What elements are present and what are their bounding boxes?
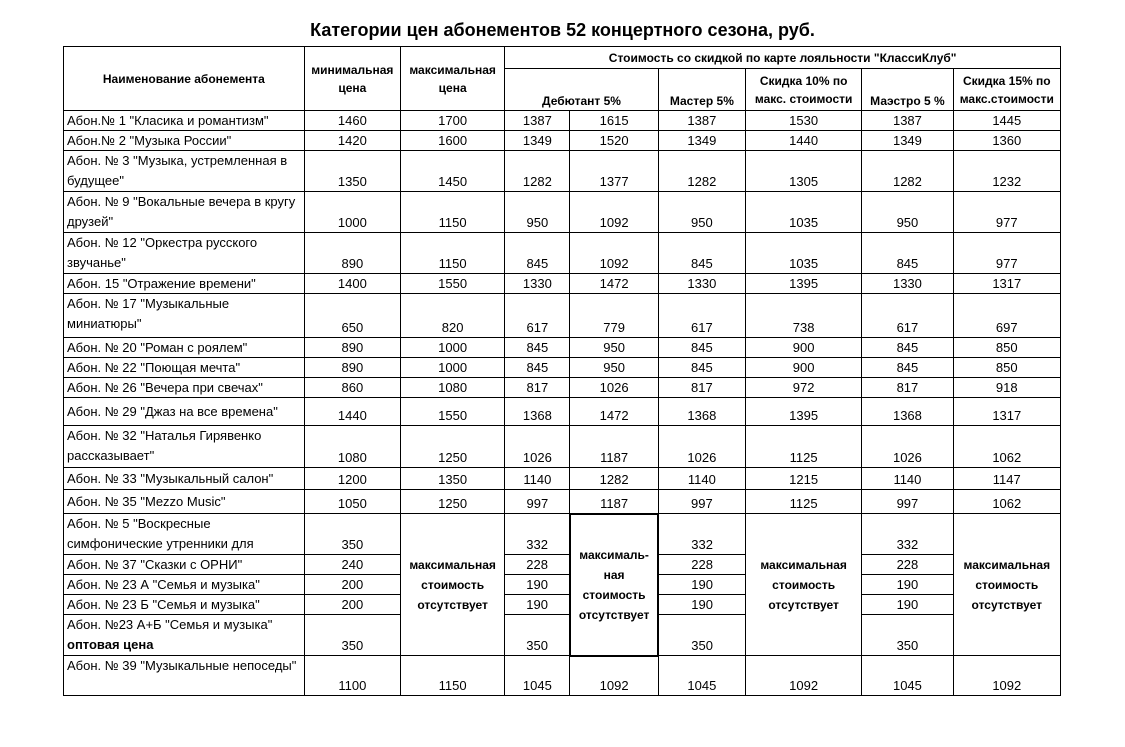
max-price: 1450	[400, 151, 504, 192]
max-price: 1150	[400, 656, 504, 696]
master-price: 1026	[658, 426, 745, 468]
subscription-name: Абон. № 35 "Mezzo Music"	[64, 490, 305, 514]
debutant-max: 1092	[570, 656, 658, 696]
maestro-price: 1330	[862, 274, 953, 294]
table-row	[64, 595, 1061, 615]
discount-10-price: 1215	[745, 468, 861, 490]
no-max-price-label-debutant: максималь-ная стоимость отсутствует	[570, 514, 658, 656]
maestro-price: 332	[862, 514, 953, 555]
subscription-name: Абон. № 33 "Музыкальный салон"	[64, 468, 305, 490]
min-price: 1440	[304, 398, 400, 426]
discount-15-price: 1232	[953, 151, 1060, 192]
discount-15-price: 850	[953, 358, 1060, 378]
subscription-name: Абон. № 20 "Роман с роялем"	[64, 338, 305, 358]
table-row	[64, 378, 1061, 398]
min-price: 650	[304, 294, 400, 338]
min-price: 240	[304, 555, 400, 575]
table-row	[64, 111, 1061, 131]
subscription-name: Абон. № 22 "Поющая мечта"	[64, 358, 305, 378]
min-price: 1350	[304, 151, 400, 192]
debutant-max: 1092	[570, 192, 658, 233]
debutant-max: 779	[570, 294, 658, 338]
header-name: Наименование абонемента	[64, 47, 305, 111]
debutant-min: 190	[505, 595, 570, 615]
max-price: 1000	[400, 358, 504, 378]
debutant-max: 1026	[570, 378, 658, 398]
header-maestro: Маэстро 5 %	[862, 69, 953, 111]
master-price: 190	[658, 575, 745, 595]
table-row	[64, 338, 1061, 358]
header-master: Мастер 5%	[658, 69, 745, 111]
no-max-price-label-discount-15: максимальная стоимость отсутствует	[953, 514, 1060, 656]
discount-15-price: 1317	[953, 398, 1060, 426]
min-price: 200	[304, 595, 400, 615]
discount-15-price: 1317	[953, 274, 1060, 294]
min-price: 1000	[304, 192, 400, 233]
debutant-min: 950	[505, 192, 570, 233]
debutant-min: 845	[505, 358, 570, 378]
debutant-min: 350	[505, 615, 570, 656]
max-price: 1000	[400, 338, 504, 358]
maestro-price: 1387	[862, 111, 953, 131]
subscription-name: Абон. № 9 "Вокальные вечера в кругу друзей"	[64, 192, 305, 233]
maestro-price: 350	[862, 615, 953, 656]
min-price: 350	[304, 615, 400, 656]
discount-10-price: 1125	[745, 490, 861, 514]
maestro-price: 1368	[862, 398, 953, 426]
discount-10-price: 1395	[745, 398, 861, 426]
table-row	[64, 294, 1061, 338]
subscription-name: Абон. № 5 "Воскресные симфонические утренники для	[64, 514, 305, 555]
max-price: 1550	[400, 274, 504, 294]
subscription-name	[64, 615, 305, 656]
discount-10-price: 1125	[745, 426, 861, 468]
debutant-min: 1026	[505, 426, 570, 468]
min-price: 1460	[304, 111, 400, 131]
debutant-min: 1349	[505, 131, 570, 151]
table-row	[64, 468, 1061, 490]
table-row	[64, 192, 1061, 233]
master-price: 332	[658, 514, 745, 555]
min-price: 1200	[304, 468, 400, 490]
maestro-price: 190	[862, 575, 953, 595]
discount-15-price: 1062	[953, 490, 1060, 514]
min-price: 1050	[304, 490, 400, 514]
debutant-min: 1368	[505, 398, 570, 426]
master-price: 845	[658, 233, 745, 274]
discount-15-price: 850	[953, 338, 1060, 358]
max-price: 1700	[400, 111, 504, 131]
subscription-name: Абон. № 26 "Вечера при свечах"	[64, 378, 305, 398]
min-price: 1100	[304, 656, 400, 696]
master-price: 228	[658, 555, 745, 575]
min-price: 1420	[304, 131, 400, 151]
debutant-max: 950	[570, 358, 658, 378]
max-price: 1080	[400, 378, 504, 398]
subscription-name: Абон. № 23 Б "Семья и музыка"	[64, 595, 305, 615]
table-row	[64, 151, 1061, 192]
discount-10-price: 1305	[745, 151, 861, 192]
max-price: 1150	[400, 192, 504, 233]
table-row	[64, 274, 1061, 294]
debutant-min: 228	[505, 555, 570, 575]
discount-10-price: 972	[745, 378, 861, 398]
debutant-min: 1387	[505, 111, 570, 131]
page-title: Категории цен абонементов 52 концертного сезона, руб.	[310, 20, 815, 40]
maestro-price: 228	[862, 555, 953, 575]
debutant-max: 1615	[570, 111, 658, 131]
discount-15-price: 977	[953, 233, 1060, 274]
min-price: 890	[304, 358, 400, 378]
header-discount-10: Скидка 10% по макс. стоимости	[745, 69, 861, 111]
master-price: 1349	[658, 131, 745, 151]
table-row	[64, 490, 1061, 514]
debutant-max: 950	[570, 338, 658, 358]
subscription-name: Абон. № 32 "Наталья Гирявенко рассказывает"	[64, 426, 305, 468]
max-price: 1550	[400, 398, 504, 426]
debutant-max: 1377	[570, 151, 658, 192]
min-price: 890	[304, 338, 400, 358]
max-price: 1350	[400, 468, 504, 490]
header-discount-15: Скидка 15% по макс.стоимости	[953, 69, 1060, 111]
master-price: 997	[658, 490, 745, 514]
debutant-min: 617	[505, 294, 570, 338]
header-loyalty: Стоимость со скидкой по карте лояльности "КлассиКлуб"	[505, 47, 1061, 69]
subscription-name: Абон.№ 1 "Класика и романтизм"	[64, 111, 305, 131]
debutant-max: 1187	[570, 426, 658, 468]
header-min-price: минимальная цена	[304, 47, 400, 111]
master-price: 1368	[658, 398, 745, 426]
discount-10-price: 1530	[745, 111, 861, 131]
master-price: 1330	[658, 274, 745, 294]
min-price: 860	[304, 378, 400, 398]
debutant-max: 1187	[570, 490, 658, 514]
maestro-price: 817	[862, 378, 953, 398]
subscription-name: Абон. № 3 "Музыка, устремленная в будущее"	[64, 151, 305, 192]
master-price: 845	[658, 338, 745, 358]
discount-10-price: 1440	[745, 131, 861, 151]
max-price: 1250	[400, 490, 504, 514]
debutant-max: 1092	[570, 233, 658, 274]
max-price: 1150	[400, 233, 504, 274]
master-price: 817	[658, 378, 745, 398]
maestro-price: 1026	[862, 426, 953, 468]
master-price: 1387	[658, 111, 745, 131]
debutant-min: 332	[505, 514, 570, 555]
table-row	[64, 233, 1061, 274]
max-price: 1250	[400, 426, 504, 468]
discount-15-price: 1147	[953, 468, 1060, 490]
master-price: 1045	[658, 656, 745, 696]
table-row	[64, 555, 1061, 575]
debutant-min: 997	[505, 490, 570, 514]
master-price: 1282	[658, 151, 745, 192]
min-price: 890	[304, 233, 400, 274]
debutant-min: 845	[505, 338, 570, 358]
table-row	[64, 426, 1061, 468]
maestro-price: 845	[862, 338, 953, 358]
discount-15-price: 1092	[953, 656, 1060, 696]
master-price: 1140	[658, 468, 745, 490]
discount-10-price: 738	[745, 294, 861, 338]
maestro-price: 950	[862, 192, 953, 233]
debutant-min: 1140	[505, 468, 570, 490]
master-price: 350	[658, 615, 745, 656]
table-row	[64, 615, 1061, 656]
discount-10-price: 900	[745, 358, 861, 378]
no-max-price-label: максимальная стоимость отсутствует	[400, 514, 504, 656]
table-row	[64, 398, 1061, 426]
subscription-name: Абон. № 17 "Музыкальные миниатюры"	[64, 294, 305, 338]
header-max-price: максимальная цена	[400, 47, 504, 111]
min-price: 1400	[304, 274, 400, 294]
discount-15-price: 977	[953, 192, 1060, 233]
debutant-max: 1282	[570, 468, 658, 490]
subscription-name: Абон. № 23 А "Семья и музыка"	[64, 575, 305, 595]
wholesale-price-label: оптовая цена	[67, 637, 154, 652]
debutant-max: 1520	[570, 131, 658, 151]
maestro-price: 190	[862, 595, 953, 615]
debutant-min: 845	[505, 233, 570, 274]
maestro-price: 1140	[862, 468, 953, 490]
discount-15-price: 1445	[953, 111, 1060, 131]
maestro-price: 845	[862, 358, 953, 378]
master-price: 950	[658, 192, 745, 233]
discount-10-price: 1035	[745, 233, 861, 274]
min-price: 200	[304, 575, 400, 595]
table-row	[64, 575, 1061, 595]
maestro-price: 1349	[862, 131, 953, 151]
table-row	[64, 131, 1061, 151]
master-price: 845	[658, 358, 745, 378]
debutant-min: 1330	[505, 274, 570, 294]
subscription-name-text: Абон. №23 А+Б "Семья и музыка"	[67, 617, 273, 632]
table-row	[64, 358, 1061, 378]
maestro-price: 845	[862, 233, 953, 274]
maestro-price: 1282	[862, 151, 953, 192]
min-price: 1080	[304, 426, 400, 468]
master-price: 617	[658, 294, 745, 338]
price-table	[63, 46, 1061, 696]
table-row	[64, 514, 1061, 555]
debutant-min: 1045	[505, 656, 570, 696]
subscription-name: Абон. № 12 "Оркестра русского звучанье"	[64, 233, 305, 274]
master-price: 190	[658, 595, 745, 615]
maestro-price: 1045	[862, 656, 953, 696]
discount-10-price: 900	[745, 338, 861, 358]
max-price: 820	[400, 294, 504, 338]
maestro-price: 617	[862, 294, 953, 338]
discount-10-price: 1395	[745, 274, 861, 294]
no-max-price-label-discount-10: максимальная стоимость отсутствует	[745, 514, 861, 656]
subscription-name: Абон. № 37 "Сказки с ОРНИ"	[64, 555, 305, 575]
discount-15-price: 697	[953, 294, 1060, 338]
discount-10-price: 1035	[745, 192, 861, 233]
header-debutant: Дебютант 5%	[505, 69, 658, 111]
max-price: 1600	[400, 131, 504, 151]
discount-15-price: 1062	[953, 426, 1060, 468]
subscription-name: Абон. 15 "Отражение времени"	[64, 274, 305, 294]
discount-10-price: 1092	[745, 656, 861, 696]
debutant-max: 1472	[570, 398, 658, 426]
subscription-name: Абон.№ 2 "Музыка России"	[64, 131, 305, 151]
debutant-max: 1472	[570, 274, 658, 294]
discount-15-price: 1360	[953, 131, 1060, 151]
subscription-name: Абон. № 39 "Музыкальные непоседы"	[64, 656, 305, 696]
debutant-min: 190	[505, 575, 570, 595]
maestro-price: 997	[862, 490, 953, 514]
subscription-name: Абон. № 29 "Джаз на все времена"	[64, 398, 305, 426]
table-row	[64, 656, 1061, 696]
debutant-min: 817	[505, 378, 570, 398]
discount-15-price: 918	[953, 378, 1060, 398]
debutant-min: 1282	[505, 151, 570, 192]
min-price: 350	[304, 514, 400, 555]
